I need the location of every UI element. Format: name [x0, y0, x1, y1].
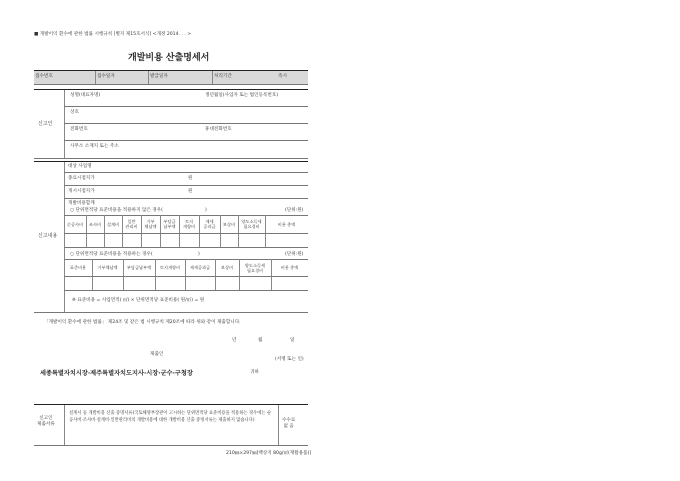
company-label: 상호	[70, 110, 79, 115]
applicant-name-label: 성명(대표자명)	[70, 93, 101, 98]
issue-date-label: 발급일자	[150, 74, 168, 79]
attachment-label: 신고인 제출서류	[37, 416, 55, 427]
tableA-header-11: 비용 총액	[277, 221, 296, 227]
tableB-header-7: 양도소득세 필요경비	[244, 262, 266, 273]
processing-period-value: 즉시	[278, 74, 287, 79]
receipt-band	[34, 70, 308, 84]
standard-b-label: ○ 단위면적당 표준비용을 적용하는 경우(	[70, 252, 153, 257]
standard-a-close: )	[205, 208, 207, 213]
unit-label-b: (단위:원)	[285, 252, 304, 257]
tableA-header-3: 설계비	[106, 221, 120, 227]
cost-total-label: 개발비용합계	[68, 201, 95, 206]
tableB-header-6: 보상비	[220, 265, 234, 270]
tableA-header-10: 양도소득세 필요경비	[241, 219, 262, 229]
tableA-header-1: 순공사비	[66, 221, 84, 227]
tableA-header-8: 제세 공과금	[203, 219, 216, 229]
receipt-date-label: 접수일자	[97, 74, 115, 79]
mobile-label: 휴대전화번호	[205, 127, 232, 132]
tableB-header-5: 제세공과금	[189, 265, 211, 270]
tableA-header-9: 보상비	[222, 221, 236, 227]
tableA-header-2: 조사비	[88, 221, 102, 227]
date-year: 년	[232, 338, 237, 343]
report-section-label: 신고내용	[38, 233, 58, 239]
signature-label: (서명 또는 인)	[275, 357, 304, 362]
tableA-header-6: 부담금 납부액	[163, 219, 176, 229]
start-price-unit: 원	[188, 189, 193, 194]
form-note: ■ 개발이익 환수에 관한 법률 시행규칙 [별지 제15호서식] <개정 2014. . . >	[34, 32, 192, 37]
applicant-birth-label: 생년월일(사업자 또는 법인등록번호)	[205, 93, 279, 98]
paper-spec: 210㎜×297㎜[백상지 80g/㎡(재활용품)]	[226, 451, 312, 456]
date-day: 일	[290, 338, 295, 343]
phone-label: 전화번호	[70, 127, 88, 132]
submitter-label: 제출인	[150, 352, 164, 357]
unit-label-a: (단위:원)	[285, 208, 304, 213]
declaration-text: 「개발이익 환수에 관한 법률」 제24조 및 같은 법 시행규칙 제20조에 따라 위와 같이 제출합니다.	[44, 320, 241, 325]
tableA-header-5: 기부 채납액	[144, 219, 157, 229]
date-month: 월	[258, 338, 263, 343]
recipient-suffix: 귀하	[250, 370, 259, 375]
standard-a-label: ○ 단위면적당 표준비용을 적용하지 않은 경우(	[70, 208, 163, 213]
start-price-label: 개시시점지가	[68, 189, 95, 194]
fee-label: 수수료 없 음	[282, 418, 296, 429]
end-price-unit: 원	[188, 176, 193, 181]
applicant-section-label: 신고인	[38, 121, 53, 127]
address-label: 사무소 소재지 또는 주소	[70, 144, 119, 149]
cost-table-b-header	[64, 259, 308, 276]
tableA-header-4: 일반 관리비	[125, 219, 138, 229]
standard-cost-formula: ※ 표준비용 = 사업면적( ㎡) × 단위면적당 표준비용( 원/㎡) = 원	[72, 298, 205, 303]
page-title: 개발비용 산출명세서	[128, 53, 210, 63]
cost-table-a-header	[64, 215, 308, 233]
processing-period-label: 처리기간	[214, 74, 232, 79]
tableB-header-8: 비용 총액	[280, 265, 299, 270]
attachment-text: 설계서 등 개발비용 산출 증명서류(국토해양부장관이 고시하는 단위면적당 표준비용을 적용하는 경우에는 순공사비·조사비·설계비·일반관리비의 개발비용에 대한 개발비용 산출 증빙서류는 제출하지 않습니다)	[69, 411, 272, 423]
end-price-label: 종료시점지가	[68, 176, 95, 181]
recipient-office: 세종특별자치시장·제주특별자치도지사·시장·군수·구청장	[40, 370, 193, 377]
receipt-number-label: 접수번호	[35, 74, 53, 79]
tableB-header-2: 기부채납액	[97, 265, 118, 270]
standard-b-close: )	[198, 252, 200, 257]
tableB-header-4: 토지개량비	[159, 265, 181, 270]
tableB-header-3: 부담금납부액	[126, 265, 152, 270]
project-name-label: 대상 사업명	[68, 164, 92, 169]
tableB-header-1: 표준비용	[69, 265, 87, 270]
tableA-header-7: 토지 개량비	[182, 219, 196, 229]
